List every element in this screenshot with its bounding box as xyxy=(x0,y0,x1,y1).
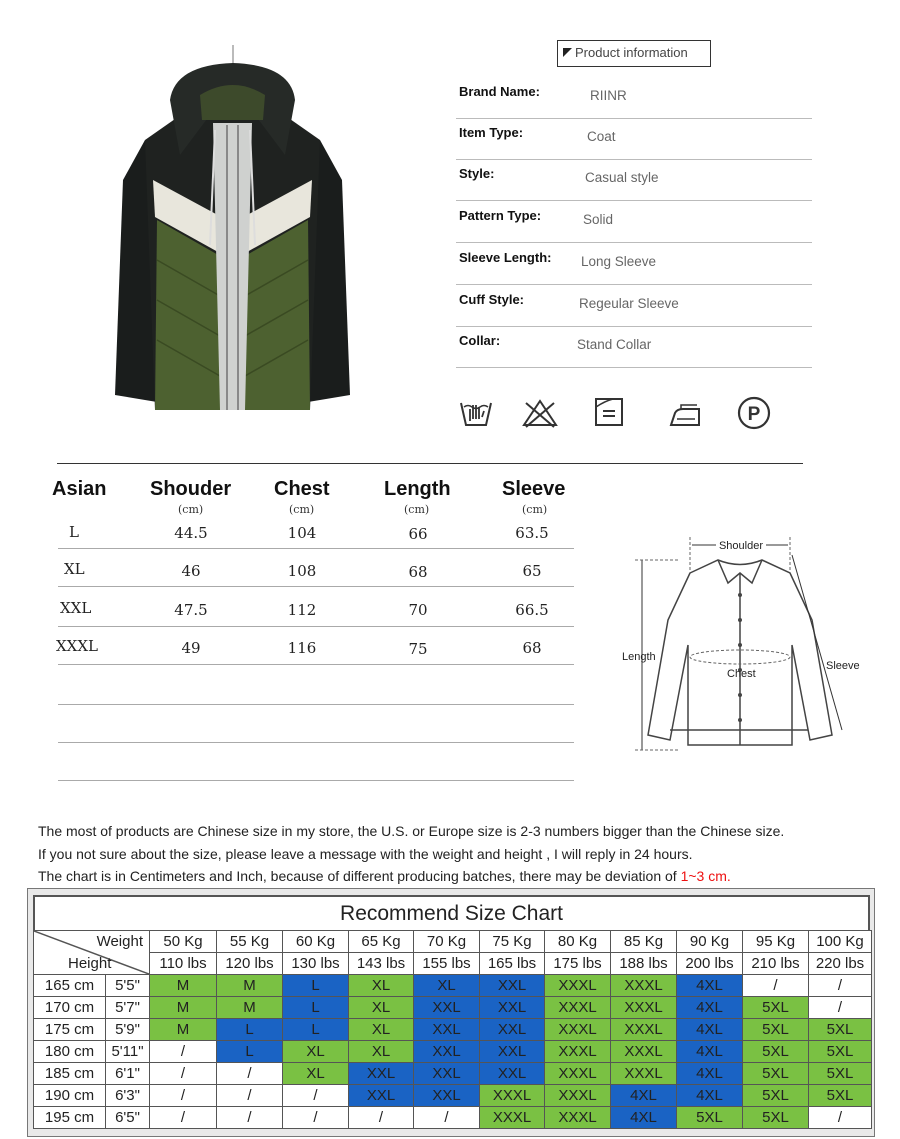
size-cell: M xyxy=(217,997,283,1019)
size-cell: M xyxy=(150,1019,217,1041)
pi-label: Cuff Style: xyxy=(459,292,524,307)
pi-label: Collar: xyxy=(459,333,501,348)
height-ft-cell: 6'3" xyxy=(106,1085,150,1107)
cell-shoulder: 47.5 xyxy=(174,601,208,619)
size-cell: XXL xyxy=(414,997,480,1019)
pi-row-style xyxy=(456,160,812,201)
recommend-size-table xyxy=(33,930,872,1129)
size-cell: XL xyxy=(414,975,480,997)
pi-value: Casual style xyxy=(585,170,659,185)
weight-kg-cell: 95 Kg xyxy=(743,931,809,953)
cell-chest: 112 xyxy=(287,601,317,619)
size-cell: XXL xyxy=(480,1041,545,1063)
weight-kg-cell: 70 Kg xyxy=(414,931,480,953)
weight-lbs-cell: 110 lbs xyxy=(150,953,217,975)
height-row xyxy=(34,1041,872,1063)
size-cell: XXXL xyxy=(480,1107,545,1129)
size-cell: 5XL xyxy=(743,1107,809,1129)
pi-value: Regeular Sleeve xyxy=(579,296,679,311)
size-cell: XXXL xyxy=(545,975,611,997)
size-cell: 5XL xyxy=(743,1063,809,1085)
cell-sleeve: 65 xyxy=(522,562,542,580)
cell-length: 68 xyxy=(408,563,428,581)
size-cell: XXL xyxy=(349,1085,414,1107)
size-cell: / xyxy=(809,997,872,1019)
size-note-2: If you not sure about the size, please leave a message with the weight and height , I will reply in 24 hours. xyxy=(38,846,693,862)
size-cell: L xyxy=(283,997,349,1019)
size-cell: M xyxy=(150,997,217,1019)
size-cell: / xyxy=(349,1107,414,1129)
cell-shoulder: 49 xyxy=(181,639,201,657)
size-cell: XXL xyxy=(480,1019,545,1041)
size-cell: 5XL xyxy=(743,1085,809,1107)
size-name: L xyxy=(69,523,79,541)
size-cell: / xyxy=(809,1107,872,1129)
col-header-chest: Chest xyxy=(274,478,330,500)
weight-lbs-cell: 210 lbs xyxy=(743,953,809,975)
pi-row-pattern-type xyxy=(456,202,812,243)
size-cell: XXL xyxy=(480,1063,545,1085)
size-cell: XL xyxy=(349,1019,414,1041)
diagram-shoulder-label: Shoulder xyxy=(718,540,764,552)
size-cell: XXXL xyxy=(545,1041,611,1063)
size-name: XL xyxy=(64,560,85,578)
weight-kg-row xyxy=(34,931,872,953)
col-header-sleeve: Sleeve xyxy=(502,478,566,500)
size-cell: / xyxy=(150,1063,217,1085)
cell-sleeve: 66.5 xyxy=(515,601,549,619)
hand-wash-icon xyxy=(458,395,494,431)
measurement-diagram xyxy=(620,525,870,760)
height-ft-cell: 5'11" xyxy=(106,1041,150,1063)
jacket-product-photo xyxy=(105,45,360,425)
cell-length: 70 xyxy=(408,601,428,619)
size-note-3: The chart is in Centimeters and Inch, because of different producing batches, there may be deviation of 1~3 cm. xyxy=(38,868,731,884)
pi-value: Solid xyxy=(583,212,614,227)
size-cell: XL xyxy=(283,1063,349,1085)
pi-label: Sleeve Length: xyxy=(459,250,552,265)
size-cell: XXL xyxy=(414,1085,480,1107)
product-information-title: Product information xyxy=(557,40,711,67)
size-cell: / xyxy=(283,1107,349,1129)
cell-sleeve: 68 xyxy=(522,639,542,657)
size-cell: 4XL xyxy=(677,975,743,997)
height-ft-cell: 6'5" xyxy=(106,1107,150,1129)
diagram-length-label: Length xyxy=(622,651,656,663)
unit-label: (cm) xyxy=(404,503,430,516)
size-note-1: The most of products are Chinese size in my store, the U.S. or Europe size is 2-3 numbers bigger than the Chinese size. xyxy=(38,823,785,839)
weight-kg-cell: 100 Kg xyxy=(809,931,872,953)
unit-label: (cm) xyxy=(289,503,315,516)
weight-kg-cell: 90 Kg xyxy=(677,931,743,953)
size-cell: XXXL xyxy=(545,1019,611,1041)
cell-chest: 108 xyxy=(287,562,317,580)
pi-label: Brand Name: xyxy=(459,84,540,99)
size-cell: 5XL xyxy=(743,1019,809,1041)
cell-chest: 116 xyxy=(287,639,317,657)
unit-label: (cm) xyxy=(522,503,548,516)
height-ft-cell: 5'5" xyxy=(106,975,150,997)
pi-value: Long Sleeve xyxy=(581,254,657,269)
dry-clean-p-icon xyxy=(736,395,772,431)
cell-length: 75 xyxy=(408,640,428,658)
row-divider xyxy=(58,664,574,665)
svg-text:P: P xyxy=(747,404,761,425)
weight-lbs-cell: 143 lbs xyxy=(349,953,414,975)
size-cell: XXXL xyxy=(611,1019,677,1041)
weight-lbs-cell: 120 lbs xyxy=(217,953,283,975)
size-cell: 5XL xyxy=(809,1019,872,1041)
size-cell: / xyxy=(809,975,872,997)
size-cell: XXL xyxy=(414,1041,480,1063)
section-divider xyxy=(57,463,803,464)
row-divider xyxy=(58,704,574,705)
size-cell: 5XL xyxy=(809,1085,872,1107)
size-cell: M xyxy=(150,975,217,997)
size-cell: M xyxy=(217,975,283,997)
do-not-bleach-icon xyxy=(522,395,558,431)
size-cell: XL xyxy=(349,1041,414,1063)
weight-lbs-cell: 188 lbs xyxy=(611,953,677,975)
height-row xyxy=(34,1063,872,1085)
corner-height-label: Height xyxy=(68,955,112,972)
pi-row-collar xyxy=(456,327,812,368)
cell-sleeve: 63.5 xyxy=(515,524,549,542)
col-header-asian: Asian xyxy=(52,478,107,500)
size-cell: L xyxy=(283,975,349,997)
diagram-chest-label: Chest xyxy=(727,668,756,680)
corner-triangle-icon xyxy=(563,48,572,57)
height-row xyxy=(34,997,872,1019)
size-cell: L xyxy=(283,1019,349,1041)
size-cell: XXXL xyxy=(545,1085,611,1107)
row-divider xyxy=(58,586,574,587)
weight-kg-cell: 50 Kg xyxy=(150,931,217,953)
height-ft-cell: 6'1" xyxy=(106,1063,150,1085)
weight-kg-cell: 80 Kg xyxy=(545,931,611,953)
pi-row-brand xyxy=(456,78,812,119)
height-ft-cell: 5'9" xyxy=(106,1019,150,1041)
size-cell: / xyxy=(217,1107,283,1129)
corner-weight-label: Weight xyxy=(96,933,143,950)
height-row xyxy=(34,975,872,997)
pi-label: Pattern Type: xyxy=(459,208,542,223)
tumble-dry-icon xyxy=(591,395,627,431)
col-header-shoulder: Shouder xyxy=(150,478,232,500)
pi-label: Item Type: xyxy=(459,125,524,140)
pi-value: Stand Collar xyxy=(577,337,652,352)
pi-row-sleeve-length xyxy=(456,244,812,285)
size-cell: XXXL xyxy=(611,1041,677,1063)
size-cell: / xyxy=(217,1085,283,1107)
pi-label: Style: xyxy=(459,166,495,181)
unit-label: (cm) xyxy=(178,503,204,516)
pi-row-item-type xyxy=(456,119,812,160)
size-cell: XXL xyxy=(414,1019,480,1041)
weight-kg-cell: 55 Kg xyxy=(217,931,283,953)
cell-length: 66 xyxy=(408,525,428,543)
size-cell: / xyxy=(414,1107,480,1129)
height-row xyxy=(34,1107,872,1129)
weight-lbs-cell: 165 lbs xyxy=(480,953,545,975)
height-cm-cell: 185 cm xyxy=(34,1063,106,1085)
recommend-chart-title: Recommend Size Chart xyxy=(33,895,870,931)
size-cell: XXXL xyxy=(545,1107,611,1129)
row-divider xyxy=(58,780,574,781)
size-cell: 4XL xyxy=(677,1085,743,1107)
size-cell: 4XL xyxy=(611,1085,677,1107)
size-cell: XL xyxy=(349,975,414,997)
weight-kg-cell: 75 Kg xyxy=(480,931,545,953)
size-cell: L xyxy=(217,1041,283,1063)
size-cell: 4XL xyxy=(677,1063,743,1085)
size-cell: / xyxy=(150,1107,217,1129)
size-cell: / xyxy=(283,1085,349,1107)
size-cell: L xyxy=(217,1019,283,1041)
weight-lbs-cell: 175 lbs xyxy=(545,953,611,975)
size-cell: XL xyxy=(283,1041,349,1063)
size-cell: XXL xyxy=(414,1063,480,1085)
height-ft-cell: 5'7" xyxy=(106,997,150,1019)
size-cell: / xyxy=(743,975,809,997)
height-cm-cell: 165 cm xyxy=(34,975,106,997)
height-cm-cell: 170 cm xyxy=(34,997,106,1019)
size-cell: XXL xyxy=(480,997,545,1019)
height-cm-cell: 180 cm xyxy=(34,1041,106,1063)
size-cell: / xyxy=(150,1041,217,1063)
weight-lbs-row xyxy=(34,953,872,975)
cell-shoulder: 46 xyxy=(181,562,201,580)
height-cm-cell: 175 cm xyxy=(34,1019,106,1041)
weight-kg-cell: 60 Kg xyxy=(283,931,349,953)
pi-value: RIINR xyxy=(590,88,627,103)
size-cell: XL xyxy=(349,997,414,1019)
size-cell: XXXL xyxy=(611,997,677,1019)
size-cell: 5XL xyxy=(809,1041,872,1063)
size-cell: XXXL xyxy=(611,975,677,997)
size-cell: XXL xyxy=(349,1063,414,1085)
height-cm-cell: 190 cm xyxy=(34,1085,106,1107)
weight-lbs-cell: 130 lbs xyxy=(283,953,349,975)
size-cell: 4XL xyxy=(677,997,743,1019)
deviation-highlight: 1~3 cm. xyxy=(680,868,731,884)
size-name: XXXL xyxy=(56,637,98,655)
size-cell: XXXL xyxy=(545,1063,611,1085)
pi-value: Coat xyxy=(587,129,616,144)
size-cell: 4XL xyxy=(611,1107,677,1129)
weight-lbs-cell: 200 lbs xyxy=(677,953,743,975)
size-cell: XXXL xyxy=(480,1085,545,1107)
iron-icon xyxy=(667,395,703,431)
pi-row-cuff-style xyxy=(456,286,812,327)
size-cell: 4XL xyxy=(677,1041,743,1063)
diagram-sleeve-label: Sleeve xyxy=(826,660,860,672)
weight-lbs-cell: 155 lbs xyxy=(414,953,480,975)
size-cell: 5XL xyxy=(677,1107,743,1129)
size-cell: 5XL xyxy=(743,1041,809,1063)
row-divider xyxy=(58,548,574,549)
height-row xyxy=(34,1019,872,1041)
row-divider xyxy=(58,626,574,627)
weight-kg-cell: 85 Kg xyxy=(611,931,677,953)
size-cell: 4XL xyxy=(677,1019,743,1041)
size-cell: XXL xyxy=(480,975,545,997)
cell-shoulder: 44.5 xyxy=(174,524,208,542)
weight-lbs-cell: 220 lbs xyxy=(809,953,872,975)
size-cell: XXXL xyxy=(611,1063,677,1085)
size-cell: XXXL xyxy=(545,997,611,1019)
corner-cell xyxy=(34,931,150,975)
size-name: XXL xyxy=(60,599,92,617)
row-divider xyxy=(58,742,574,743)
size-cell: / xyxy=(150,1085,217,1107)
col-header-length: Length xyxy=(384,478,451,500)
cell-chest: 104 xyxy=(287,524,317,542)
size-cell: 5XL xyxy=(743,997,809,1019)
height-cm-cell: 195 cm xyxy=(34,1107,106,1129)
size-cell: 5XL xyxy=(809,1063,872,1085)
height-row xyxy=(34,1085,872,1107)
size-cell: / xyxy=(217,1063,283,1085)
weight-kg-cell: 65 Kg xyxy=(349,931,414,953)
